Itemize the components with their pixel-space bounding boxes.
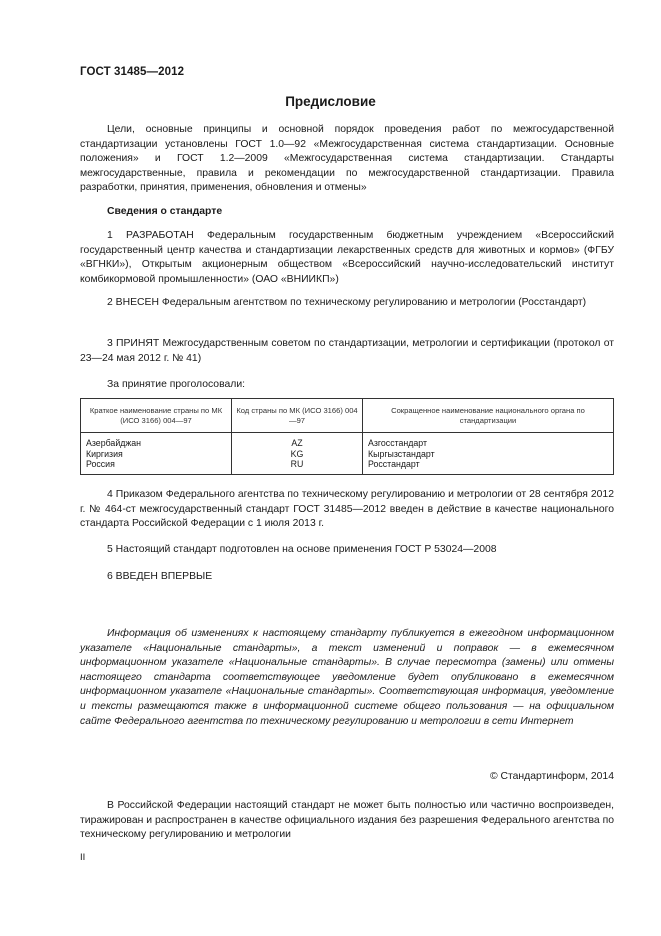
item-4-order: 4 Приказом Федерального агентства по техническому регулированию и метрологии от 28 сентября 2012 г. № 464-ст межгосударственный стандарт ГОСТ 31485—2012 введен в действие в качестве национального стандарта Российской Федерации с 1 июля 2013 г.	[80, 489, 614, 530]
table-row	[81, 449, 614, 460]
cell-country: Азербайджан	[81, 433, 232, 449]
table-row	[81, 433, 614, 449]
item-2-submitted-by: 2 ВНЕСЕН Федеральным агентством по техническому регулированию и метрологии (Росстандарт)	[107, 297, 587, 308]
section-heading: Сведения о стандарте	[107, 206, 223, 217]
col-header-body: Сокращенное наименование национального органа по стандартизации	[363, 399, 614, 433]
item-6-introduced: 6 ВВЕДЕН ВПЕРВЫЕ	[107, 571, 213, 582]
document-id-header: ГОСТ 31485—2012	[80, 66, 185, 78]
cell-code: AZ	[232, 433, 363, 449]
col-header-country: Краткое наименование страны по МК (ИСО 3166) 004—97	[81, 399, 232, 433]
table-header-row	[81, 399, 614, 433]
reproduction-restriction: В Российской Федерации настоящий стандарт не может быть полностью или частично воспроизведен, тиражирован и распространен в качестве официального издания без разрешения Федерального агентства по техническому регулированию и метрологии	[80, 800, 614, 841]
votes-table	[80, 398, 614, 475]
cell-code: KG	[232, 449, 363, 460]
table-row	[81, 459, 614, 474]
col-header-code: Код страны по МК (ИСО 3166) 004—97	[232, 399, 363, 433]
item-5-basis: 5 Настоящий стандарт подготовлен на основе применения ГОСТ Р 53024—2008	[107, 544, 497, 555]
page-title: Предисловие	[285, 94, 376, 109]
changes-info-notice: Информация об изменениях к настоящему стандарту публикуется в ежегодном информационном указателе «Национальные стандарты», а текст изменений и поправок — в ежемесячном информационном указателе «Национальные стандарты». В случае пересмотра (замены) или отмены настоящего стандарта соответствующее уведомление будет опубликовано в ежемесячном информационном указателе «Национальные стандарты». Соответствующая информация, уведомление и тексты размещаются также в информационной системе общего пользования — на официальном сайте Федерального агентства по техническому регулированию и метрологии в сети Интернет	[80, 628, 614, 727]
page-number: II	[80, 852, 86, 863]
copyright-notice: © Стандартинформ, 2014	[489, 771, 614, 782]
cell-body: Азгосстандарт	[363, 433, 614, 449]
cell-country: Киргизия	[81, 449, 232, 460]
cell-code: RU	[232, 459, 363, 474]
votes-intro: За принятие проголосовали:	[107, 379, 246, 390]
item-1-developed-by: 1 РАЗРАБОТАН Федеральным государственным бюджетным учреждением «Всероссийский государственный центр качества и стандартизации лекарственных средств для животных и кормов» (ФГБУ «ВГНКИ»), Открытым акционерным обществом «Всероссийский научно-исследовательский институт комбикормовой промышленности» (ОАО «ВНИИКП»)	[80, 230, 614, 285]
item-3-adopted-by: 3 ПРИНЯТ Межгосударственным советом по стандартизации, метрологии и сертификации (протокол от 23—24 мая 2012 г. № 41)	[80, 338, 614, 364]
cell-body: Росстандарт	[363, 459, 614, 474]
cell-body: Кыргызстандарт	[363, 449, 614, 460]
cell-country: Россия	[81, 459, 232, 474]
intro-paragraph: Цели, основные принципы и основной порядок проведения работ по межгосударственной стандартизации установлены ГОСТ 1.0—92 «Межгосударственная система стандартизации. Основные положения» и ГОСТ 1.2—2009 «Межгосударственная система стандартизации. Стандарты межгосударственные, правила и рекомендации по межгосударственной стандартизации. Правила разработки, принятия, применения, обновления и отмены»	[80, 124, 614, 194]
